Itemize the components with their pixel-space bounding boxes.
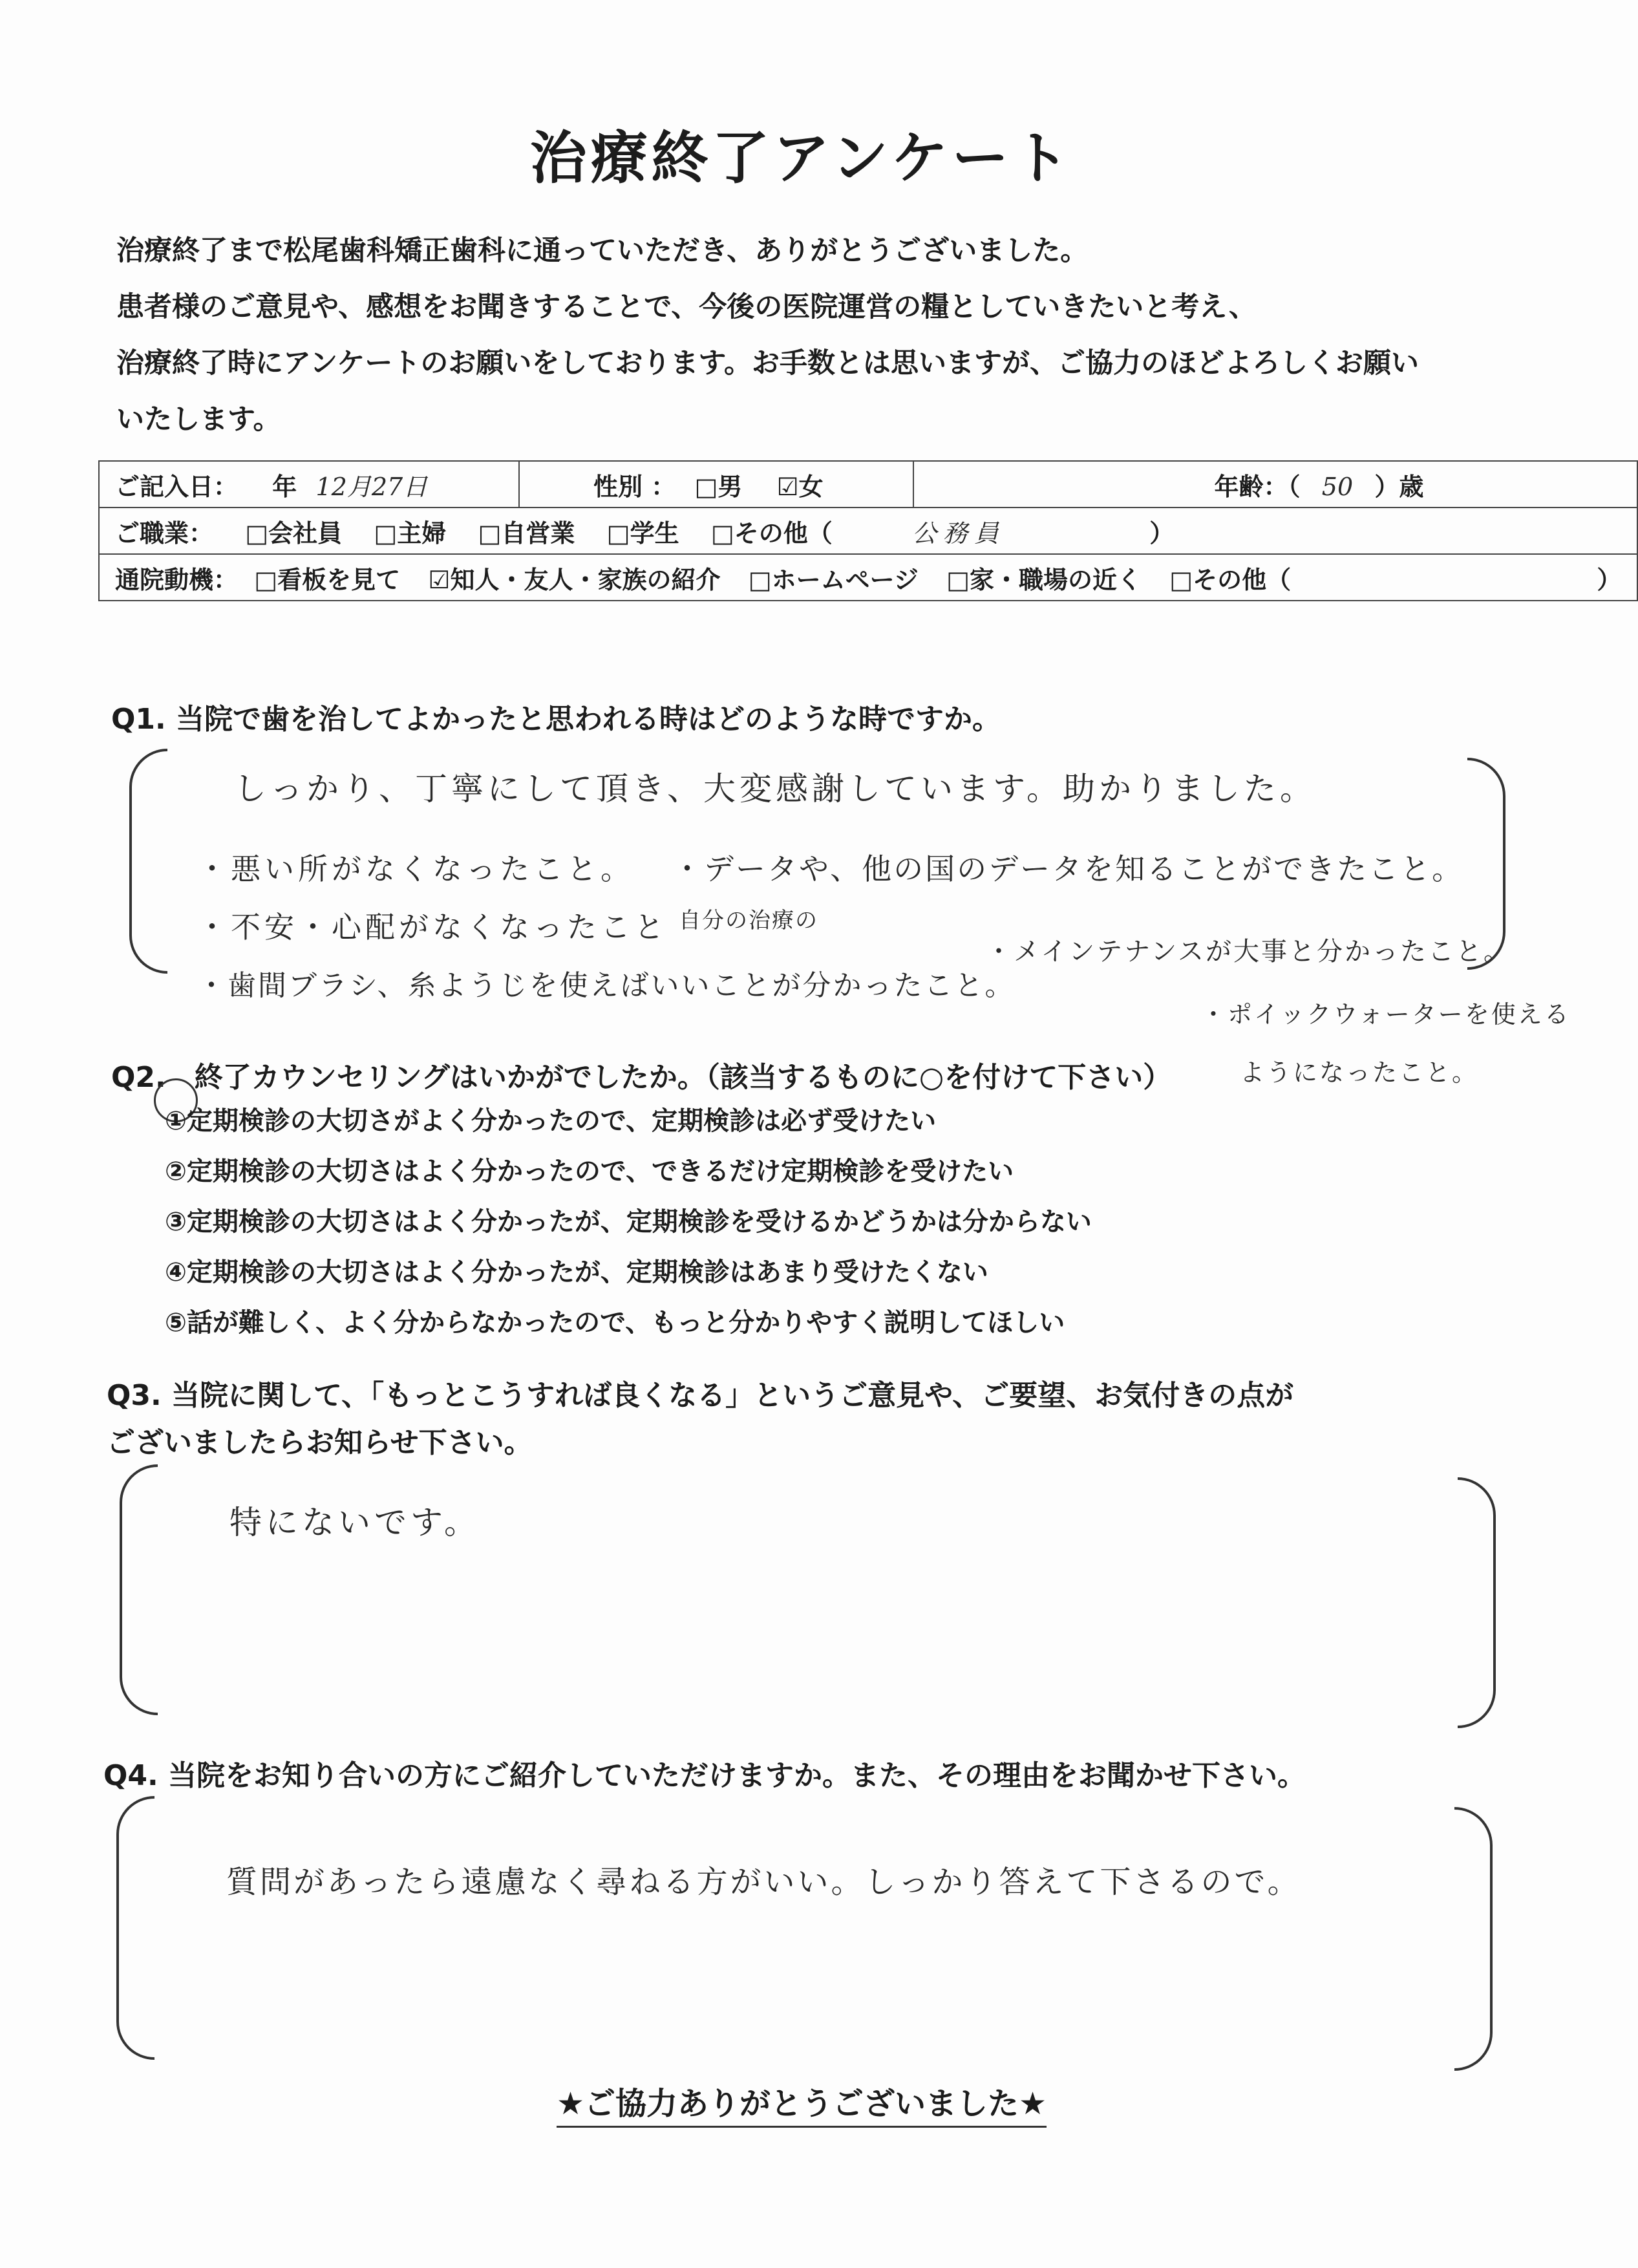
q1-question: Q1. 当院で歯を治してよかったと思われる時はどのような時ですか。 [111, 703, 1001, 736]
job-option-student[interactable]: □学生 [606, 519, 679, 548]
q1-answer-item[interactable]: ・データや、他の国のデータを知ることができたこと。 [672, 851, 1464, 886]
gender-male-checkbox[interactable]: □男 [694, 472, 743, 501]
q1-answer-note[interactable]: 自分の治療の [679, 908, 818, 934]
q2-option-1[interactable]: ①定期検診の大切さがよく分かったので、定期検診は必ず受けたい [165, 1106, 937, 1136]
q2-option-2[interactable]: ②定期検診の大切さはよく分かったので、できるだけ定期検診を受けたい [165, 1157, 1014, 1186]
q1-answer-item[interactable]: ・歯間ブラシ、糸ようじを使えばいいことが分かったこと。 [197, 969, 1016, 1002]
q1-answer-item[interactable]: ・ポイックウォーターを使える [1201, 1000, 1571, 1029]
motive-option-homepage[interactable]: □ホームページ [748, 565, 919, 594]
job-option-housewife[interactable]: □主婦 [374, 519, 447, 548]
q1-answer-item[interactable]: ・不安・心配がなくなったこと [197, 910, 668, 945]
motive-label: 通院動機： [115, 565, 239, 594]
info-table [98, 460, 1638, 601]
intro-line: いたします。 [116, 403, 281, 436]
q2-option-3[interactable]: ③定期検診の大切さはよく分かったが、定期検診を受けるかどうかは分からない [165, 1207, 1092, 1237]
q2-option-5[interactable]: ⑤話が難しく、よく分からなかったので、もっと分かりやすく説明してほしい [165, 1308, 1065, 1338]
q4-question: Q4. 当院をお知り合いの方にご紹介していただけますか。また、その理由をお聞かせ下さい。 [103, 1759, 1306, 1792]
q3-bracket-left [120, 1464, 158, 1715]
intro-text [116, 223, 1538, 448]
thanks-footer [0, 2079, 1603, 2123]
job-other-value[interactable]: 公務員 [911, 519, 1005, 548]
q1-answer-main[interactable]: しっかり、丁寧にして頂き、大変感謝しています。助かりました。 [234, 770, 1316, 808]
q1-bracket-left [129, 749, 167, 974]
motive-option-signboard[interactable]: □看板を見て [254, 565, 401, 594]
job-close-paren: ） [1149, 519, 1175, 548]
motive-option-nearby[interactable]: □家・職場の近く [946, 565, 1142, 594]
job-option-selfemployed[interactable]: □自営業 [478, 519, 575, 548]
intro-line: 患者様のご意見や、感想をお聞きすることで、今後の医院運営の糧としていきたいと考え、 [116, 291, 1257, 323]
thanks-text: ★ご協力ありがとうございました★ [557, 2086, 1047, 2128]
q4-answer[interactable]: 質問があったら遠慮なく尋ねる方がいい。しっかり答えて下さるので。 [226, 1864, 1301, 1900]
q4-bracket-left [116, 1796, 154, 2060]
motive-option-referral[interactable]: ☑知人・友人・家族の紹介 [428, 565, 721, 594]
date-year: 年 [272, 472, 297, 501]
age-value[interactable]: 50 [1321, 472, 1354, 501]
age-label: 年齢：（ [1214, 472, 1301, 501]
gender-label: 性別 ： [593, 472, 676, 501]
q3-question-line1: Q3. 当院に関して、「もっとこうすれば良くなる」というご意見や、ご要望、お気付きの点が [107, 1379, 1294, 1412]
motive-close-paren: ） [1597, 565, 1622, 594]
job-label: ご職業： [115, 519, 214, 548]
page-title: 治療終了アンケート [529, 125, 1074, 191]
intro-line: 治療終了まで松尾歯科矯正歯科に通っていただき、ありがとうございました。 [116, 235, 1089, 267]
q2-option-4[interactable]: ④定期検診の大切さはよく分かったが、定期検診はあまり受けたくない [165, 1257, 988, 1287]
q4-bracket-right [1454, 1807, 1493, 2071]
motive-option-other[interactable]: □その他（ [1169, 565, 1292, 594]
q3-answer[interactable]: 特にないです。 [229, 1504, 480, 1541]
date-value[interactable]: 12月27日 [315, 472, 428, 501]
q1-answer-item[interactable]: ようになったこと。 [1240, 1058, 1479, 1087]
job-option-other[interactable]: □その他（ [710, 519, 833, 548]
job-option-company[interactable]: □会社員 [245, 519, 343, 548]
q1-answer-item[interactable]: ・メインテナンスが大事と分かったこと。 [986, 937, 1511, 967]
q2-question: Q2. 終了カウンセリングはいかがでしたか。（該当するものに○を付けて下さい） [111, 1061, 1172, 1094]
intro-line: 治療終了時にアンケートのお願いをしております。お手数とは思いますが、ご協力のほどよろしくお願い [116, 347, 1419, 380]
q3-question-line2: ございましたらお知らせ下さい。 [107, 1426, 533, 1459]
age-suffix: ）歳 [1374, 472, 1424, 501]
date-label: ご記入日： [115, 472, 239, 501]
gender-female-checkbox[interactable]: ☑女 [776, 472, 824, 501]
q3-bracket-right [1458, 1477, 1496, 1728]
q1-answer-item[interactable]: ・悪い所がなくなったこと。 [197, 851, 634, 886]
